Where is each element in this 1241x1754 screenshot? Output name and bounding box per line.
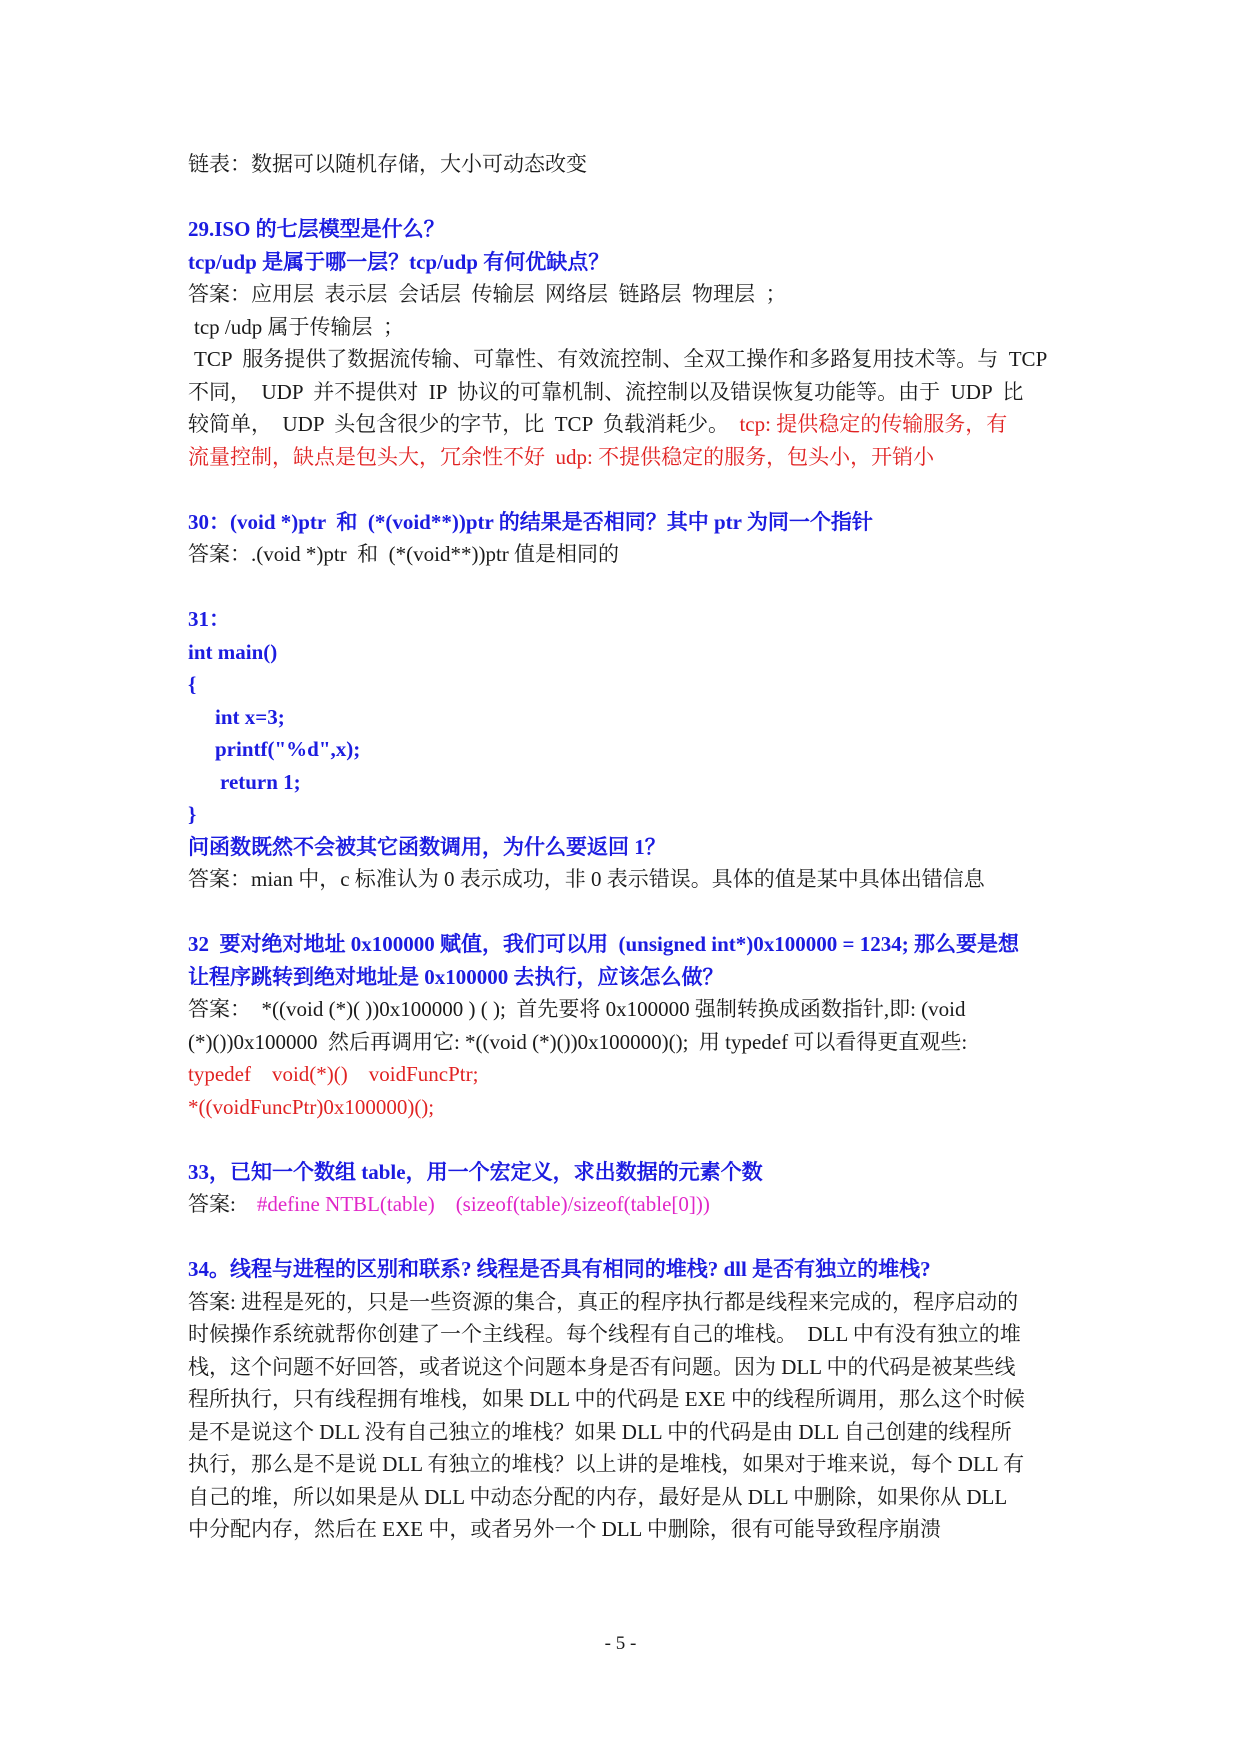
- q29-answer-3: TCP 服务提供了数据流传输、可靠性、有效流控制、全双工操作和多路复用技术等。与 TCP: [194, 347, 1048, 371]
- q31-question: 问函数既然不会被其它函数调用，为什么要返回 1？: [188, 834, 666, 859]
- q29-answer-2: tcp /udp 属于传输层 ；: [194, 314, 404, 339]
- q34-answer-line: 中分配内存，然后在 EXE 中，或者另外一个 DLL 中删除，很有可能导致程序崩溃: [188, 1517, 941, 1541]
- spacer: [188, 473, 1068, 506]
- q34-answer-line: 程所执行，只有线程拥有堆栈，如果 DLL 中的代码是 EXE 中的线程所调用，那么这个时候: [188, 1387, 1025, 1411]
- intro-line: 链表：数据可以随机存储，大小可动态改变: [188, 152, 587, 176]
- spacer: [188, 1123, 1068, 1156]
- page-number: - 5 -: [604, 1633, 637, 1654]
- q31-code-line: return 1;: [220, 769, 301, 794]
- q29-answer-5-highlight: tcp: 提供稳定的传输服务，有: [739, 412, 1008, 436]
- q29-answer-1: 答案：应用层 表示层 会话层 传输层 网络层 链路层 物理层 ；: [188, 282, 787, 306]
- q29-answer-4: 不同， UDP 并不提供对 IP 协议的可靠机制、流控制以及错误恢复功能等。由于 UDP 比: [188, 379, 1024, 404]
- q32-answer-2: (*)())0x100000 然后再调用它: *((void (*)())0x100000)(); 用 typedef 可以看得更直观些:: [188, 1029, 968, 1054]
- q29-title-1: 29.ISO 的七层模型是什么？: [188, 217, 445, 241]
- spacer: [188, 896, 1068, 929]
- q34-answer-line: 时候操作系统就帮你创建了一个主线程。每个线程有自己的堆栈。 DLL 中有没有独立的堆: [188, 1322, 1021, 1346]
- q29-title-2: tcp/udp 是属于哪一层？tcp/udp 有何优缺点？: [188, 249, 610, 274]
- document-page: [188, 148, 1068, 1546]
- q32-code-2: *((voidFuncPtr)0x100000)();: [188, 1094, 435, 1119]
- q34-answer-line: 自己的堆，所以如果是从 DLL 中动态分配的内存，最好是从 DLL 中删除，如果你从 DLL: [188, 1484, 1008, 1509]
- q31-code-line: int main(): [188, 639, 278, 664]
- q31-answer: 答案：mian 中，c 标准认为 0 表示成功，非 0 表示错误。具体的值是某中具体出错信息: [188, 867, 985, 891]
- q32-title-2: 让程序跳转到绝对地址是 0x100000 去执行，应该怎么做？: [188, 964, 724, 989]
- q31-code-line: }: [188, 802, 197, 826]
- q33-answer-code: #define NTBL(table) (sizeof(table)/sizeof(table[0])): [256, 1192, 710, 1216]
- spacer: [188, 571, 1068, 604]
- q31-title: 31：: [188, 607, 230, 631]
- q32-title-1: 32 要对绝对地址 0x100000 赋值，我们可以用 (unsigned int*)0x100000 = 1234; 那么要是想: [188, 932, 1019, 956]
- q34-answer-line: 是不是说这个 DLL 没有自己独立的堆栈？如果 DLL 中的代码是由 DLL 自己创建的线程所: [188, 1419, 1012, 1444]
- q31-code-line: {: [188, 672, 197, 696]
- q29-answer-5-text: 较简单， UDP 头包含很少的字节，比 TCP 负载消耗少。: [188, 412, 740, 436]
- q31-code-line: int x=3;: [215, 704, 285, 729]
- q33-title: 33，已知一个数组 table，用一个宏定义，求出数据的元素个数: [188, 1159, 763, 1184]
- q29-answer-5: [188, 408, 1068, 441]
- q29-answer-6-highlight: 流量控制，缺点是包头大，冗余性不好 udp: 不提供稳定的服务，包头小，开销小: [188, 444, 935, 469]
- q32-code-1: typedef void(*)() voidFuncPtr;: [188, 1062, 479, 1086]
- q34-title: 34。线程与进程的区别和联系? 线程是否具有相同的堆栈? dll 是否有独立的堆栈?: [188, 1257, 931, 1281]
- q31-code-line: printf("%d",x);: [215, 737, 361, 761]
- spacer: [188, 1221, 1068, 1254]
- spacer: [188, 181, 1068, 214]
- q30-title: 30：(void *)ptr 和 (*(void**))ptr 的结果是否相同？其中 ptr 为同一个指针: [188, 509, 873, 534]
- q30-answer: 答案：.(void *)ptr 和 (*(void**))ptr 值是相同的: [188, 542, 620, 566]
- q33-answer-label: 答案:: [188, 1192, 257, 1216]
- q32-answer-1: 答案： *((void (*)( ))0x100000 ) ( ); 首先要将 0x100000 强制转换成函数指针,即: (void: [188, 997, 966, 1021]
- q34-answer-line: 执行，那么是不是说 DLL 有独立的堆栈？以上讲的是堆栈，如果对于堆来说，每个 DLL 有: [188, 1452, 1025, 1476]
- q34-answer-line: 答案: 进程是死的，只是一些资源的集合，真正的程序执行都是线程来完成的，程序启动的: [188, 1289, 1019, 1314]
- q33-answer: [188, 1188, 1068, 1221]
- q34-answer-line: 栈，这个问题不好回答，或者说这个问题本身是否有问题。因为 DLL 中的代码是被某些线: [188, 1354, 1016, 1379]
